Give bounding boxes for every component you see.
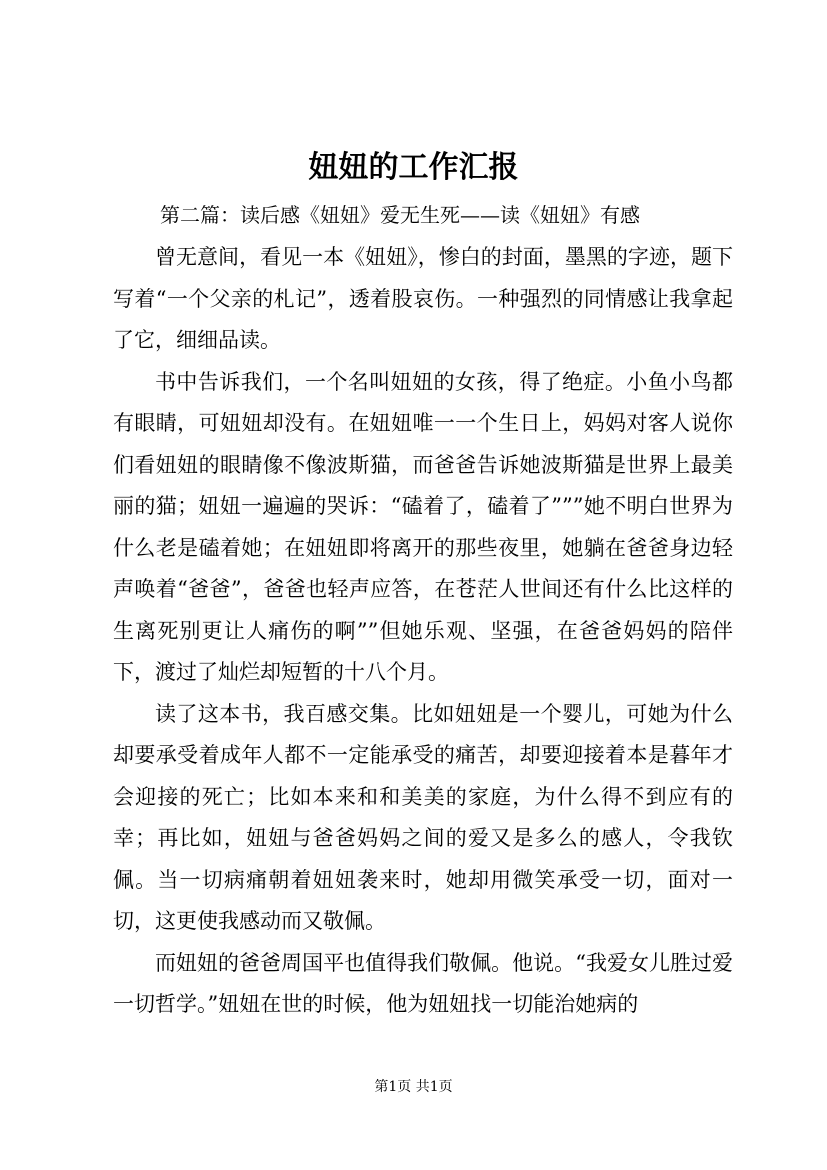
paragraph: 而妞妞的爸爸周国平也值得我们敬佩。他说。“我爱女儿胜过爱一切哲学。”妞妞在世的时候，他为妞妞找一切能治她病的 xyxy=(113,950,733,1016)
document-body xyxy=(113,237,733,1026)
page-footer: 第1页 共1页 xyxy=(374,1079,453,1095)
document-subtitle: 第二篇：读后感《妞妞》爱无生死——读《妞妞》有感 xyxy=(160,203,640,227)
paragraph: 书中告诉我们，一个名叫妞妞的女孩，得了绝症。小鱼小鸟都有眼睛，可妞妞却没有。在妞妞唯一一个生日上，妈妈对客人说你们看妞妞的眼睛像不像波斯猫，而爸爸告诉她波斯猫是世界上最美丽的猫；妞妞一遍遍的哭诉：“磕着了，磕着了”””她不明白世界为什么老是磕着她；在妞妞即将离开的那些夜里，她躺在爸爸身边轻声唤着“爸爸”，爸爸也轻声应答，在苍茫人世间还有什么比这样的生离死别更让人痛伤的啊””但她乐观、坚强，在爸爸妈妈的陪伴下，渡过了灿烂却短暂的十八个月。 xyxy=(113,369,733,684)
paragraph: 读了这本书，我百感交集。比如妞妞是一个婴儿，可她为什么却要承受着成年人都不一定能承受的痛苦，却要迎接着本是暮年才会迎接的死亡；比如本来和和美美的家庭，为什么得不到应有的幸；再比如，妞妞与爸爸妈妈之间的爱又是多么的感人，令我钦佩。当一切病痛朝着妞妞袭来时，她却用微笑承受一切，面对一切，这更使我感动而又敬佩。 xyxy=(113,701,733,933)
paragraph: 曾无意间，看见一本《妞妞》，惨白的封面，墨黑的字迹，题下写着“一个父亲的札记”，透着股哀伤。一种强烈的同情感让我拿起了它，细细品读。 xyxy=(113,245,733,352)
document-title: 妞妞的工作汇报 xyxy=(308,150,519,185)
